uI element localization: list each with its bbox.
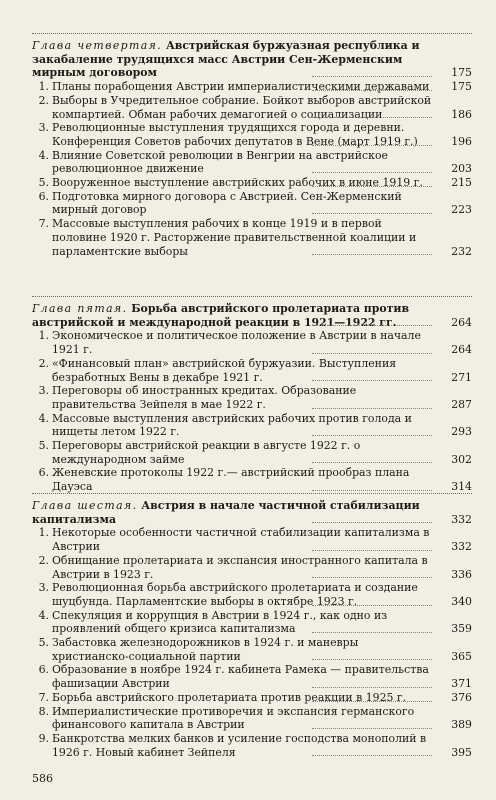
entry-title: Женевские протоколы 1922 г.— австрийский прообраз плана Дауэса	[52, 466, 410, 494]
toc-entry[interactable]	[38, 608, 472, 636]
toc-entry[interactable]	[38, 553, 472, 581]
page-number: 332	[451, 540, 472, 554]
toc-entry[interactable]	[38, 704, 472, 732]
toc-entry[interactable]	[38, 690, 472, 705]
entry-title: «Финансовый план» австрийской буржуазии. Выступления безработных Вены в декабре 1921 г.	[52, 356, 397, 384]
toc-entry[interactable]	[38, 329, 472, 357]
entry-title: Выборы в Учредительное собрание. Бойкот выборов австрийской компартией. Обман рабочих демагогией о социализации	[52, 93, 432, 121]
page-number: 293	[451, 425, 472, 439]
chapter-6	[32, 493, 472, 759]
chapter-lead: Глава пятая.	[32, 302, 128, 315]
entry-number: 3.	[38, 581, 49, 595]
entry-number: 7.	[38, 217, 49, 231]
entry-number: 5.	[38, 439, 49, 453]
toc-entry[interactable]	[38, 466, 472, 494]
chapter-lead: Глава шестая.	[32, 499, 138, 512]
folio-page-number: 586	[32, 772, 53, 785]
chapter-title: Борьба австрийского пролетариата против австрийской и международной реакции в 1921—1922 гг.	[32, 302, 410, 329]
entry-number: 9.	[38, 731, 49, 745]
entry-title: Забастовка железнодорожников в 1924 г. и маневры христианско-социальной партии	[52, 636, 359, 663]
page-number: 196	[451, 134, 472, 148]
entry-number: 6.	[38, 466, 49, 480]
chapter-divider	[32, 33, 472, 34]
entry-number: 3.	[38, 121, 49, 135]
toc-entry[interactable]	[38, 411, 472, 439]
page-number: 232	[451, 244, 472, 258]
toc-entry[interactable]	[38, 526, 472, 554]
entry-number: 2.	[38, 356, 49, 370]
entry-title: Революционные выступления трудящихся города и деревни. Конференция Советов рабочих депутатов в Вене (март 1919 г.)	[52, 121, 418, 148]
page-number: 395	[451, 745, 472, 759]
entry-number: 1.	[38, 526, 49, 540]
entry-number: 2.	[38, 93, 49, 107]
page-number: 203	[451, 162, 472, 176]
toc-entry[interactable]	[38, 93, 472, 121]
entry-title: Массовые выступления австрийских рабочих против голода и нищеты летом 1922 г.	[52, 411, 412, 439]
entry-title: Вооруженное выступление австрийских рабочих в июне 1919 г.	[52, 176, 423, 190]
entry-number: 7.	[38, 690, 49, 704]
entry-title: Спекуляция и коррупция в Австрии в 1924 г., как одно из проявлений общего кризиса капитализма	[52, 608, 388, 636]
toc-entry[interactable]	[38, 356, 472, 384]
page-number: 332	[451, 512, 472, 526]
entry-number: 5.	[38, 636, 49, 650]
page-number: 371	[451, 677, 472, 691]
chapter-heading[interactable]	[32, 499, 472, 526]
entry-title: Переговоры об иностранных кредитах. Образование правительства Зейпеля в мае 1922 г.	[52, 384, 357, 411]
entry-title: Образование в ноябре 1924 г. кабинета Рамека — правительства фашизации Австрии	[52, 663, 429, 691]
entry-title: Подготовка мирного договора с Австрией. Сен-Жерменский мирный договор	[52, 189, 402, 217]
page-number: 340	[451, 594, 472, 608]
page-number: 389	[451, 718, 472, 732]
entry-number: 4.	[38, 608, 49, 622]
toc-entry[interactable]	[38, 663, 472, 691]
page-number: 359	[451, 622, 472, 636]
chapter-4	[32, 33, 472, 258]
entry-number: 4.	[38, 148, 49, 162]
entry-number: 2.	[38, 553, 49, 567]
page-number: 186	[451, 107, 472, 121]
entry-number: 3.	[38, 384, 49, 398]
toc-entry[interactable]	[38, 636, 472, 663]
page-number: 223	[451, 203, 472, 217]
entry-number: 1.	[38, 329, 49, 343]
chapter-divider	[32, 296, 472, 297]
chapter-title: Австрия в начале частичной стабилизации капитализма	[32, 499, 420, 526]
entry-title: Обнищание пролетариата и экспансия иностранного капитала в Австрии в 1923 г.	[52, 553, 428, 581]
entry-number: 4.	[38, 411, 49, 425]
chapter-heading[interactable]	[32, 302, 472, 329]
entry-title: Влияние Советской революции в Венгрии на австрийское революционное движение	[52, 148, 388, 176]
toc-entry[interactable]	[38, 189, 472, 217]
toc-entry[interactable]	[38, 384, 472, 411]
entry-title: Планы порабощения Австрии империалистическими державами	[52, 80, 430, 94]
entry-number: 8.	[38, 704, 49, 718]
page-number: 287	[451, 397, 472, 411]
entry-title: Переговоры австрийской реакции в августе 1922 г. о международном займе	[52, 439, 361, 466]
toc-entry[interactable]	[38, 80, 472, 94]
entry-number: 1.	[38, 80, 49, 94]
page-number: 336	[451, 567, 472, 581]
entry-title: Экономическое и политическое положение в Австрии в начале 1921 г.	[52, 329, 421, 357]
page-number: 376	[451, 690, 472, 704]
entry-title: Революционная борьба австрийского пролетариата и создание шуцбунда. Парламентские выборы в октябре 1923 г.	[52, 581, 418, 608]
page-number: 215	[451, 176, 472, 190]
chapter-5	[32, 296, 472, 494]
toc-entry[interactable]	[38, 148, 472, 176]
toc-entry[interactable]	[38, 217, 472, 258]
toc-entry[interactable]	[38, 581, 472, 608]
page-number: 365	[451, 649, 472, 663]
chapter-title: Австрийская буржуазная республика и закабаление трудящихся масс Австрии Сен-Жерменским мирным договором	[32, 39, 420, 80]
chapter-heading[interactable]	[32, 39, 472, 80]
page-number: 175	[451, 80, 472, 94]
entry-number: 6.	[38, 189, 49, 203]
page-number: 264	[451, 343, 472, 357]
toc-entry[interactable]	[38, 121, 472, 148]
page-number: 175	[451, 66, 472, 80]
toc-entry[interactable]	[38, 439, 472, 466]
entry-number: 5.	[38, 176, 49, 190]
page-number: 271	[451, 370, 472, 384]
entry-title: Некоторые особенности частичной стабилизации капитализма в Австрии	[52, 526, 430, 554]
page-number: 302	[451, 452, 472, 466]
toc-entry[interactable]	[38, 731, 472, 759]
entry-title: Империалистические противоречия и экспансия германского финансового капитала в Австрии	[52, 704, 415, 732]
page-number: 264	[451, 315, 472, 329]
entry-title: Борьба австрийского пролетариата против реакции в 1925 г.	[52, 690, 407, 704]
page-number: 314	[451, 480, 472, 494]
chapter-lead: Глава четвертая.	[32, 39, 163, 52]
entry-number: 6.	[38, 663, 49, 677]
entry-title: Банкротства мелких банков и усиление господства монополий в 1926 г. Новый кабинет Зейпеля	[52, 731, 427, 759]
entry-title: Массовые выступления рабочих в конце 1919 и в первой половине 1920 г. Расторжение правительственной коалиции и парламентские выборы	[52, 217, 417, 258]
chapter-divider	[32, 493, 472, 494]
toc-entry[interactable]	[38, 176, 472, 190]
